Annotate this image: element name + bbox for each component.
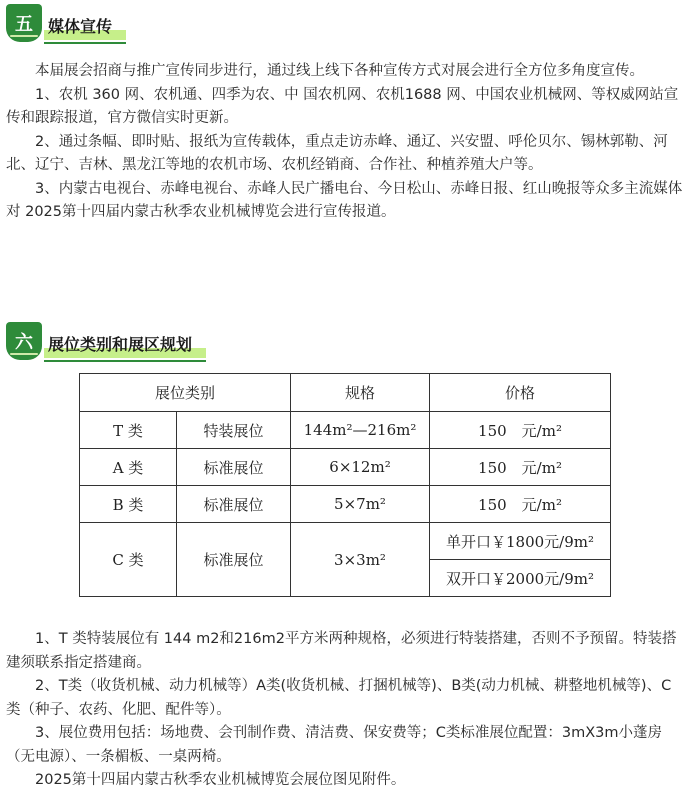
note-paragraph: 3、展位费用包括：场地费、会刊制作费、清洁费、保安费等；C类标准展位配置：3mX3m小蓬房（无电源）、一条楣板、一桌两椅。 bbox=[6, 725, 662, 765]
booth-price-table bbox=[79, 373, 611, 597]
spec-cell: 5×7m² bbox=[291, 486, 430, 523]
kind-cell: 标准展位 bbox=[177, 523, 291, 597]
price-cell: 150 元/m² bbox=[430, 486, 611, 523]
note-paragraph: 2、T类（收货机械、动力机械等）A类(收货机械、打捆机械等)、B类(动力机械、耕整地机械等)、C类（种子、农药、化肥、配件等）。 bbox=[6, 678, 672, 718]
header-cell: 价格 bbox=[430, 374, 611, 412]
header-cell: 规格 bbox=[291, 374, 430, 412]
spec-cell: 144m²—216m² bbox=[291, 412, 430, 449]
paragraph: 1、农机 360 网、农机通、四季为农、中 国农机网、农机1688 网、中国农业机械网、等权威网站宣传和跟踪报道，官方微信实时更新。 bbox=[6, 86, 679, 126]
header-cell: 展位类别 bbox=[80, 374, 291, 412]
media-paragraphs bbox=[6, 60, 684, 225]
class-cell: A 类 bbox=[80, 449, 177, 486]
paragraph: 2、通过条幅、即时贴、报纸为宣传载体，重点走访赤峰、通辽、兴安盟、呼伦贝尔、锡林郭勒、河北、辽宁、吉林、黑龙江等地的农机市场、农机经销商、合作社、种植养殖大户等。 bbox=[6, 133, 668, 173]
paragraph: 3、内蒙古电视台、赤峰电视台、赤峰人民广播电台、今日松山、赤峰日报、红山晚报等众多主流媒体对 2025第十四届内蒙古秋季农业机械博览会进行宣传报道。 bbox=[6, 180, 683, 220]
table-row bbox=[80, 412, 611, 449]
section-title: 媒体宣传 bbox=[48, 17, 113, 36]
paragraph: 本届展会招商与推广宣传同步进行，通过线上线下各种宣传方式对展会进行全方位多角度宣传。 bbox=[35, 63, 644, 79]
table-row bbox=[80, 523, 611, 560]
section-number-badge: 五 bbox=[6, 4, 42, 42]
class-cell: T 类 bbox=[80, 412, 177, 449]
table-row bbox=[80, 486, 611, 523]
price-cell: 单开口￥1800元/9m² bbox=[430, 523, 611, 560]
price-cell: 150 元/m² bbox=[430, 449, 611, 486]
price-cell: 150 元/m² bbox=[430, 412, 611, 449]
table-header-row bbox=[80, 374, 611, 412]
kind-cell: 标准展位 bbox=[177, 486, 291, 523]
section-header-media bbox=[6, 4, 246, 44]
title-underline bbox=[44, 360, 206, 362]
section-header-booth bbox=[6, 322, 246, 362]
table-row bbox=[80, 449, 611, 486]
note-paragraph: 2025第十四届内蒙古秋季农业机械博览会展位图见附件。 bbox=[35, 772, 406, 788]
title-underline bbox=[44, 42, 126, 44]
kind-cell: 标准展位 bbox=[177, 449, 291, 486]
booth-notes bbox=[6, 628, 684, 793]
note-paragraph: 1、T 类特装展位有 144 m2和216m2平方米两种规格，必须进行特装搭建，否则不予预留。特装搭建须联系指定搭建商。 bbox=[6, 631, 677, 671]
class-cell: B 类 bbox=[80, 486, 177, 523]
class-cell: C 类 bbox=[80, 523, 177, 597]
spec-cell: 3×3m² bbox=[291, 523, 430, 597]
kind-cell: 特装展位 bbox=[177, 412, 291, 449]
section-number-badge: 六 bbox=[6, 322, 42, 360]
spec-cell: 6×12m² bbox=[291, 449, 430, 486]
section-title: 展位类别和展区规划 bbox=[48, 335, 193, 354]
price-cell: 双开口￥2000元/9m² bbox=[430, 560, 611, 597]
